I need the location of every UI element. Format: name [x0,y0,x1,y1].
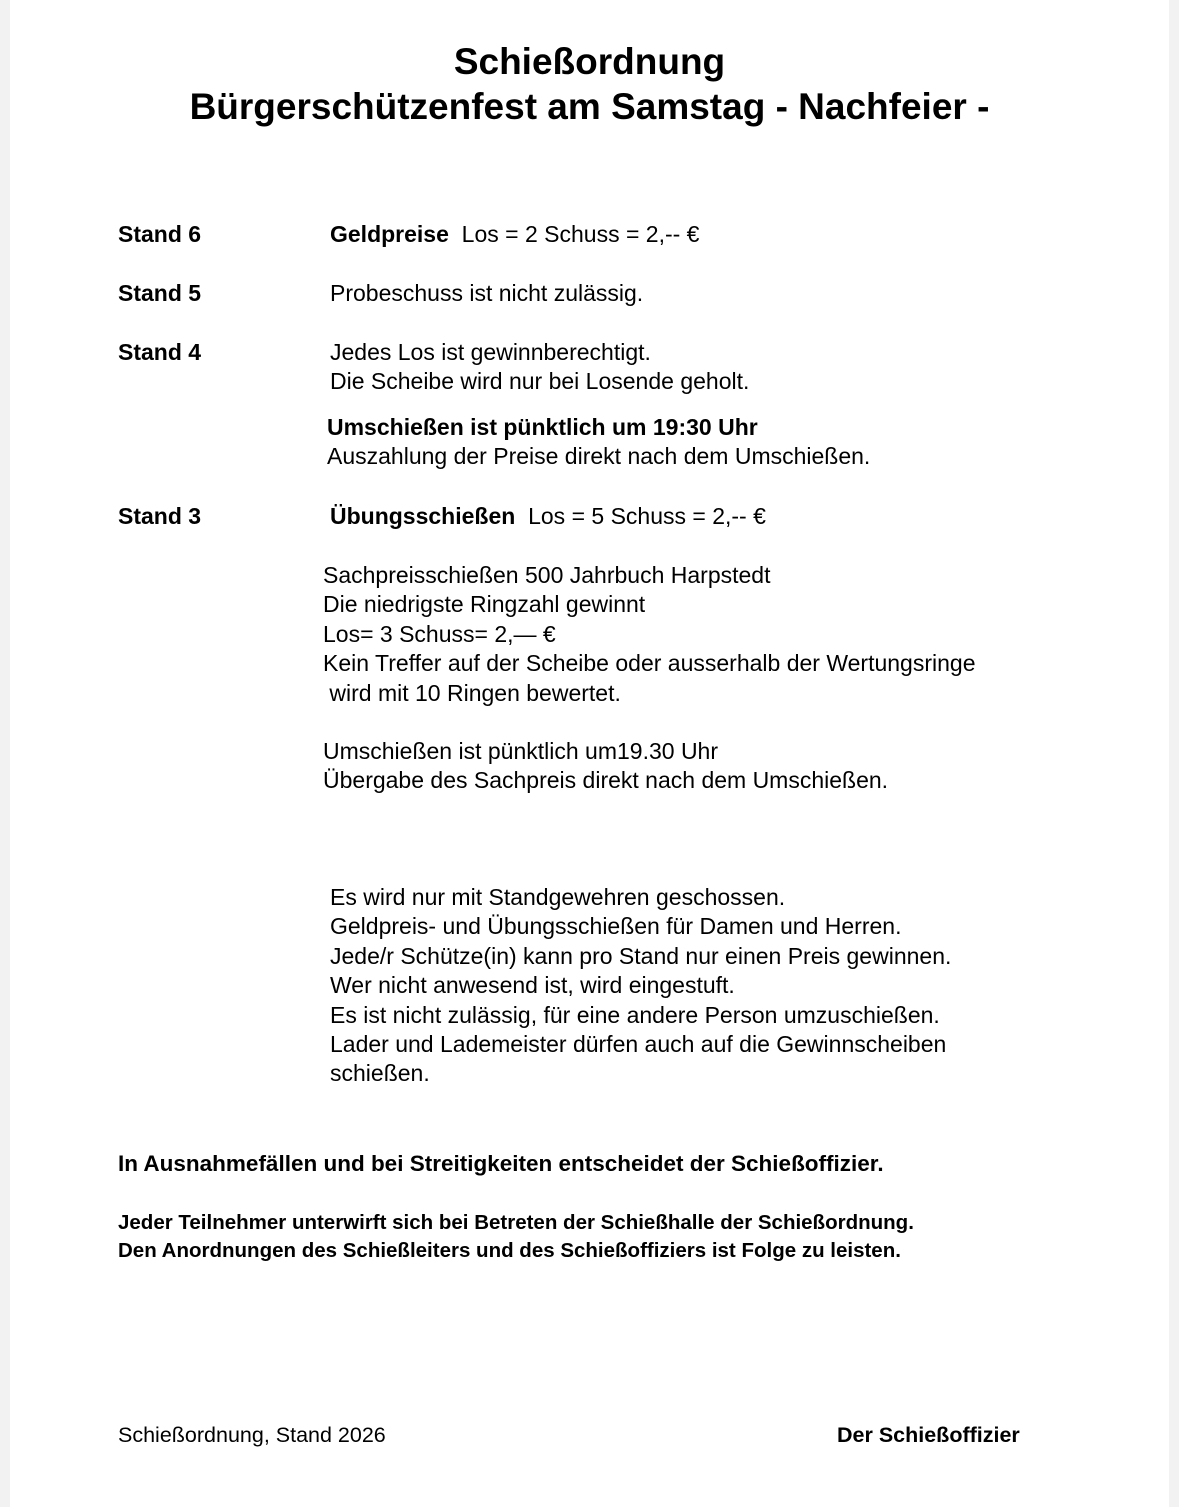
rule-line: Lader und Lademeister dürfen auch auf die Gewinnscheiben [330,1031,947,1058]
sachpreis-followup-line: Umschießen ist pünktlich um19.30 Uhr [323,738,718,764]
sachpreis-line: wird mit 10 Ringen bewertet. [323,679,621,706]
stand-3-description [330,502,766,531]
rule-line: Jede/r Schütze(in) kann pro Stand nur einen Preis gewinnen. [330,942,952,969]
stand-4-label: Stand 4 [118,339,202,365]
sachpreis-line: Los= 3 Schuss= 2,— € [323,620,556,647]
stand-5-label: Stand 5 [118,280,202,306]
document-subtitle: Bürgerschützenfest am Samstag - Nachfeier - [189,86,990,127]
sachpreis-block [323,561,975,708]
stand-3-text: Los = 5 Schuss = 2,-- € [528,503,766,529]
closing-line: Jeder Teilnehmer unterwirft sich bei Betreten der Schießhalle der Schießordnung. [118,1211,914,1234]
sachpreis-line: Sachpreisschießen 500 Jahrbuch Harpstedt [323,562,771,588]
stand-6-label: Stand 6 [118,221,202,247]
document-title: Schießordnung [453,41,726,82]
rule-line: Es ist nicht zulässig, für eine andere Person umzuschießen. [330,1001,940,1028]
footer-signature: Der Schießoffizier [837,1423,1020,1447]
stand-4-block-2 [327,413,870,472]
general-rules [330,883,951,1089]
rule-line: schießen. [330,1060,430,1087]
rule-line: Es wird nur mit Standgewehren geschossen. [330,884,786,910]
stand-5-text: Probeschuss ist nicht zulässig. [330,280,644,306]
sachpreis-followup [323,737,888,796]
stand-4-line-3: Auszahlung der Preise direkt nach dem Umschießen. [327,443,871,470]
closing-line: Den Anordnungen des Schießleiters und des Schießoffiziers ist Folge zu leisten. [118,1239,901,1262]
sachpreis-followup-line: Übergabe des Sachpreis direkt nach dem Umschießen. [323,767,889,794]
stand-4-line-2: Die Scheibe wird nur bei Losende geholt. [330,368,750,395]
rule-line: Geldpreis- und Übungsschießen für Damen und Herren. [330,913,902,940]
sachpreis-line: Die niedrigste Ringzahl gewinnt [323,591,646,618]
exception-notice: In Ausnahmefällen und bei Streitigkeiten entscheidet der Schießoffizier. [118,1151,884,1176]
stand-3-label: Stand 3 [118,503,202,529]
stand-4-bold: Umschießen ist pünktlich um 19:30 Uhr [327,414,758,440]
footer-version: Schießordnung, Stand 2026 [118,1423,386,1447]
sachpreis-line: Kein Treffer auf der Scheibe oder ausserhalb der Wertungsringe [323,650,976,677]
stand-3-bold: Übungsschießen [330,503,516,529]
stand-6-description [330,220,699,249]
stand-6-bold: Geldpreise [330,221,449,247]
stand-4-block [330,338,749,397]
closing-statement [118,1209,914,1265]
rule-line: Wer nicht anwesend ist, wird eingestuft. [330,972,735,999]
stand-4-line-1: Jedes Los ist gewinnberechtigt. [330,339,651,365]
stand-6-text: Los = 2 Schuss = 2,-- € [461,221,700,247]
